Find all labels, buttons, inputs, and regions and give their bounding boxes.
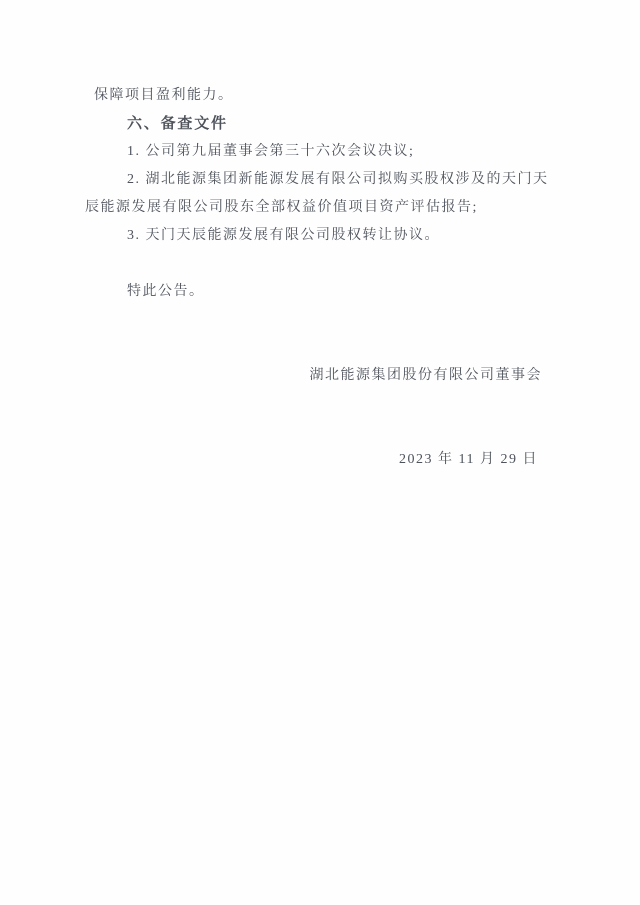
signature-date-line: 2023 年 11 月 29 日: [399, 452, 538, 467]
signature-company-line: 湖北能源集团股份有限公司董事会: [309, 368, 542, 383]
paragraph-continuation-line: 保障项目盈利能力。: [94, 88, 234, 103]
list-item-1: 1. 公司第九届董事会第三十六次会议决议;: [127, 144, 415, 159]
list-item-2-line-2: 辰能源发展有限公司股东全部权益价值项目资产评估报告;: [85, 200, 478, 215]
document-content: [85, 82, 552, 474]
list-item-3: 3. 天门天辰能源发展有限公司股权转让协议。: [127, 228, 440, 243]
closing-statement: 特此公告。: [127, 284, 205, 299]
list-item-2-line-1: 2. 湖北能源集团新能源发展有限公司拟购买股权涉及的天门天: [127, 172, 549, 187]
section-heading: 六、备查文件: [127, 116, 228, 132]
